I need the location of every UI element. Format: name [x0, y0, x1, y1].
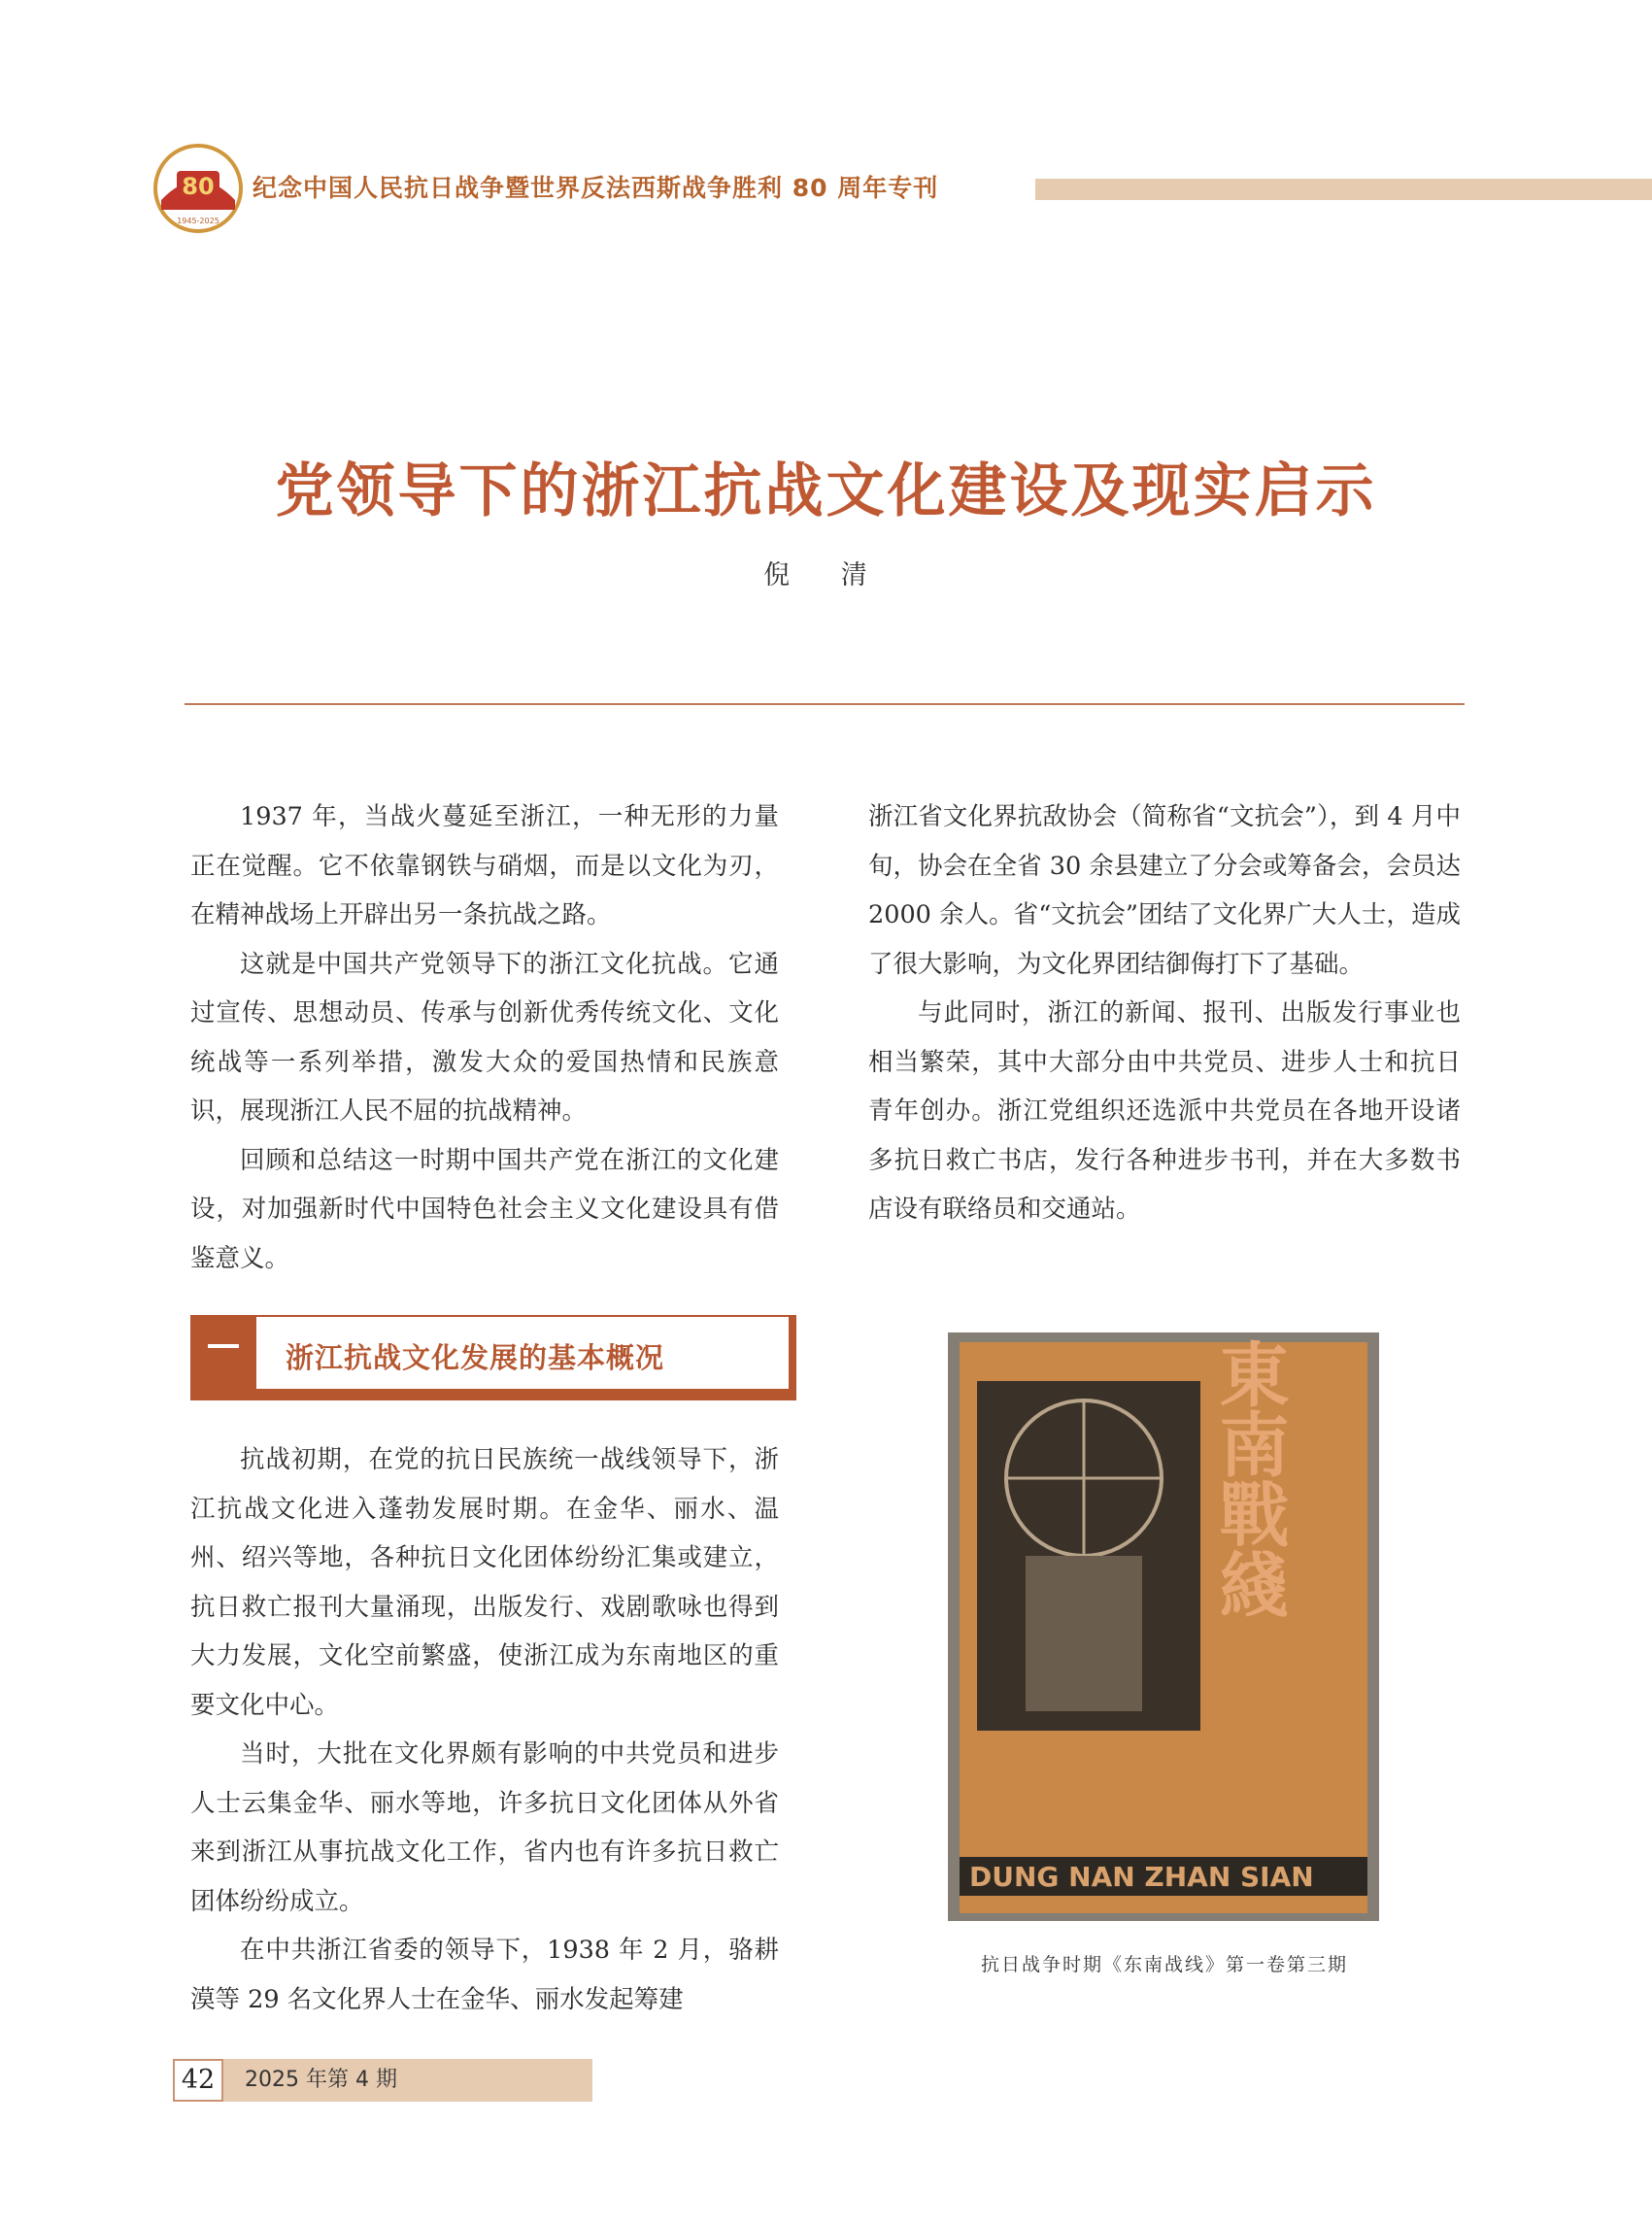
- logo-number: 80: [182, 173, 215, 200]
- page-header: [152, 142, 1652, 235]
- section-number-box: [190, 1315, 256, 1391]
- article-title: 党领导下的浙江抗战文化建设及现实启示: [275, 457, 1377, 525]
- paragraph: 这就是中国共产党领导下的浙江文化抗战。它通过宣传、思想动员、传承与创新优秀传统文化、文化统战等一系列举措，激发大众的爱国热情和民族意识，展现浙江人民不屈的抗战精神。: [190, 949, 779, 1126]
- section-text: [190, 1435, 779, 2024]
- cover-title: 東南戰綫: [1207, 1338, 1291, 1618]
- intro-text: [190, 792, 779, 1283]
- right-column-text: [868, 792, 1461, 1234]
- paragraph: 当时，大批在文化界颇有影响的中共党员和进步人士云集金华、丽水等地，许多抗日文化团体从外省来到浙江从事抗战文化工作，省内也有许多抗日救亡团体纷纷成立。: [190, 1739, 779, 1916]
- paragraph: 抗战初期，在党的抗日民族统一战线领导下，浙江抗战文化进入蓬勃发展时期。在金华、丽水、温州、绍兴等地，各种抗日文化团体纷纷汇集或建立，抗日救亡报刊大量涌现，出版发行、戏剧歌咏也得到大力发展，文化空前繁盛，使浙江成为东南地区的重要文化中心。: [190, 1445, 779, 1720]
- header-title: 纪念中国人民抗日战争暨世界反法西斯战争胜利 80 周年专刊: [253, 174, 939, 202]
- page-number: 42: [173, 2059, 223, 2102]
- paragraph: 与此同时，浙江的新闻、报刊、出版发行事业也相当繁荣，其中大部分由中共党员、进步人士和抗日青年创办。浙江党组织还选派中共党员在各地开设诸多抗日救亡书店，发行各种进步书刊，并在大多数书店设有联络员和交通站。: [868, 998, 1461, 1224]
- issue-label: 2025 年第 4 期: [223, 2059, 592, 2102]
- section-heading: [190, 1315, 796, 1400]
- paragraph: 回顾和总结这一时期中国共产党在浙江的文化建设，对加强新时代中国特色社会主义文化建设具有借鉴意义。: [190, 1145, 779, 1273]
- logo-years: 1945-2025: [177, 217, 219, 225]
- section-title: 浙江抗战文化发展的基本概况: [286, 1341, 665, 1374]
- paragraph: 在中共浙江省委的领导下，1938 年 2 月，骆耕漠等 29 名文化界人士在金华、丽水发起筹建: [190, 1936, 779, 2014]
- cover-romanization: DUNG NAN ZHAN SIAN: [969, 1861, 1314, 1893]
- title-divider: [185, 703, 1465, 705]
- article-author: 倪 清: [763, 560, 889, 590]
- paragraph: 1937 年，当战火蔓延至浙江，一种无形的力量正在觉醒。它不依靠钢铁与硝烟，而是以文化为刃，在精神战场上开辟出另一条抗战之路。: [190, 802, 779, 929]
- header-decor-bar: [1035, 179, 1652, 200]
- anniversary-logo: [152, 142, 245, 235]
- paragraph: 浙江省文化界抗敌协会（简称省“文抗会”），到 4 月中旬，协会在全省 30 余县建立了分会或筹备会，会员达 2000 余人。省“文抗会”团结了文化界广大人士，造成了很大影响，为文化界团结御侮打下了基础。: [868, 802, 1461, 979]
- section-number: [208, 1344, 239, 1348]
- magazine-cover-photo: [948, 1332, 1379, 1921]
- figure-caption: 抗日战争时期《东南战线》第一卷第三期: [980, 1954, 1348, 1975]
